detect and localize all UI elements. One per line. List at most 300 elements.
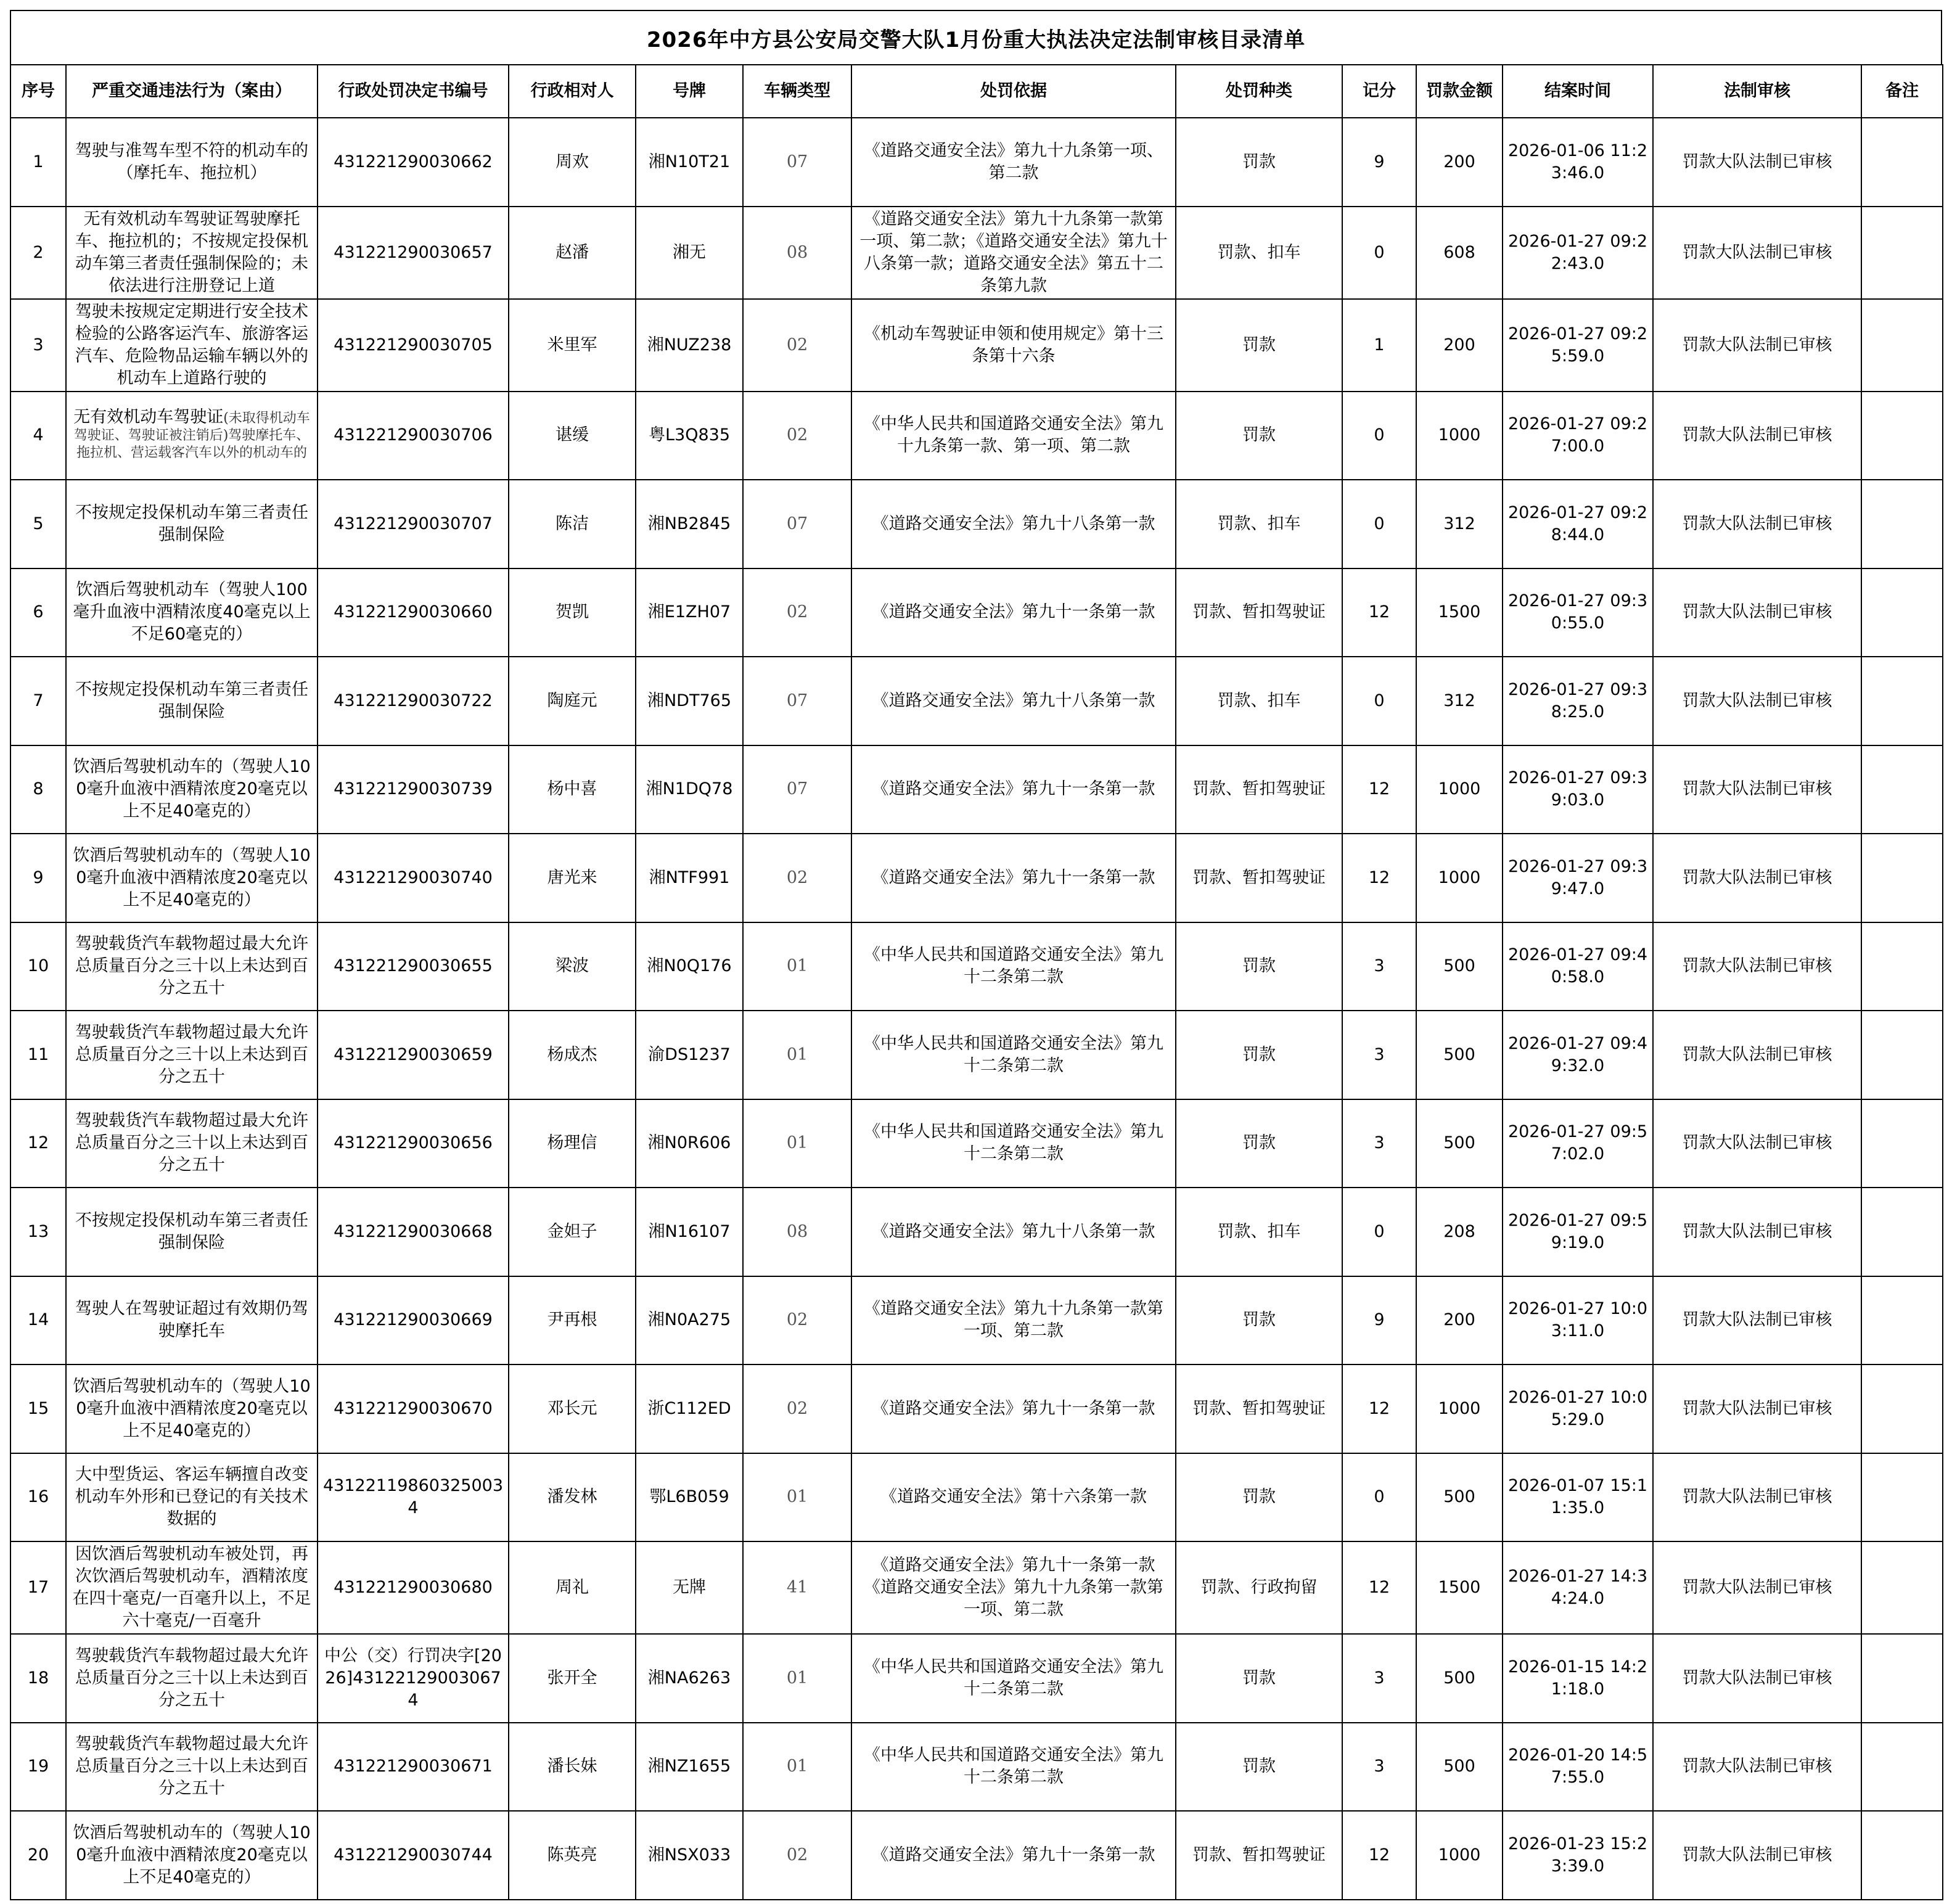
row-number: 19 xyxy=(10,1723,66,1812)
penalty-type-cell: 罚款、扣车 xyxy=(1176,207,1342,299)
party-cell: 陈英亮 xyxy=(509,1811,636,1900)
row-number: 20 xyxy=(10,1811,66,1900)
vehicle-type-cell: 02 xyxy=(743,1811,851,1900)
row-number: 5 xyxy=(10,480,66,568)
row-number: 9 xyxy=(10,834,66,922)
vehicle-type-cell: 02 xyxy=(743,834,851,922)
decision-number-cell: 中公（交）行罚决字[2026]431221290030674 xyxy=(318,1634,509,1723)
violation-cell: 不按规定投保机动车第三者责任强制保险 xyxy=(66,480,318,568)
decision-number-cell: 431221290030706 xyxy=(318,392,509,480)
row-number: 8 xyxy=(10,745,66,834)
remark-cell xyxy=(1861,922,1943,1011)
decision-number-cell: 431221290030680 xyxy=(318,1541,509,1634)
fine-amount-cell: 312 xyxy=(1416,480,1503,568)
closed-time-cell: 2026-01-27 10:03:11.0 xyxy=(1503,1276,1653,1365)
table-row xyxy=(10,118,1943,207)
plate-cell: 渝DS1237 xyxy=(636,1011,743,1099)
plate-cell: 湘N1DQ78 xyxy=(636,745,743,834)
header-cell: 严重交通违法行为（案由） xyxy=(66,65,318,118)
table-row xyxy=(10,1011,1943,1099)
violation-cell: 驾驶载货汽车载物超过最大允许总质量百分之三十以上未达到百分之五十 xyxy=(66,1011,318,1099)
plate-cell: 湘NZ1655 xyxy=(636,1723,743,1812)
points-cell: 0 xyxy=(1342,392,1416,480)
table-row xyxy=(10,1811,1943,1900)
plate-cell: 湘N0R606 xyxy=(636,1099,743,1188)
legal-basis-cell: 《道路交通安全法》第九十九条第一款第一项、第二款 xyxy=(851,1276,1176,1365)
legal-review-cell: 罚款大队法制已审核 xyxy=(1653,1011,1861,1099)
fine-amount-cell: 1000 xyxy=(1416,392,1503,480)
legal-basis-cell: 《道路交通安全法》第九十一条第一款 xyxy=(851,1364,1176,1453)
remark-cell xyxy=(1861,745,1943,834)
violation-cell: 不按规定投保机动车第三者责任强制保险 xyxy=(66,657,318,745)
table-row xyxy=(10,834,1943,922)
remark-cell xyxy=(1861,568,1943,657)
table-body xyxy=(10,118,1943,1900)
penalty-type-cell: 罚款、暂扣驾驶证 xyxy=(1176,745,1342,834)
plate-cell: 粤L3Q835 xyxy=(636,392,743,480)
remark-cell xyxy=(1861,1276,1943,1365)
closed-time-cell: 2026-01-06 11:23:46.0 xyxy=(1503,118,1653,207)
violation-cell: 无有效机动车驾驶证驾驶摩托车、拖拉机的；不按规定投保机动车第三者责任强制保险的；未依法进行注册登记上道 xyxy=(66,207,318,299)
remark-cell xyxy=(1861,1541,1943,1634)
remark-cell xyxy=(1861,480,1943,568)
legal-review-cell: 罚款大队法制已审核 xyxy=(1653,299,1861,392)
violation-cell: 饮酒后驾驶机动车的（驾驶人100毫升血液中酒精浓度20毫克以上不足40毫克的） xyxy=(66,834,318,922)
fine-amount-cell: 500 xyxy=(1416,1011,1503,1099)
legal-basis-cell: 《道路交通安全法》第九十一条第一款 xyxy=(851,568,1176,657)
table-row xyxy=(10,922,1943,1011)
violation-cell: 驾驶载货汽车载物超过最大允许总质量百分之三十以上未达到百分之五十 xyxy=(66,1634,318,1723)
points-cell: 0 xyxy=(1342,480,1416,568)
penalty-type-cell: 罚款 xyxy=(1176,118,1342,207)
header-cell: 备注 xyxy=(1861,65,1943,118)
row-number: 4 xyxy=(10,392,66,480)
row-number: 7 xyxy=(10,657,66,745)
plate-cell: 湘N0Q176 xyxy=(636,922,743,1011)
table-row xyxy=(10,1541,1943,1634)
legal-basis-cell: 《道路交通安全法》第九十八条第一款 xyxy=(851,1188,1176,1276)
violation-cell: 驾驶未按规定定期进行安全技术检验的公路客运汽车、旅游客运汽车、危险物品运输车辆以外的机动车上道路行驶的 xyxy=(66,299,318,392)
decision-number-cell: 431221290030655 xyxy=(318,922,509,1011)
legal-review-cell: 罚款大队法制已审核 xyxy=(1653,657,1861,745)
violation-cell: 驾驶载货汽车载物超过最大允许总质量百分之三十以上未达到百分之五十 xyxy=(66,1723,318,1812)
penalty-type-cell: 罚款、暂扣驾驶证 xyxy=(1176,1811,1342,1900)
row-number: 3 xyxy=(10,299,66,392)
row-number: 12 xyxy=(10,1099,66,1188)
closed-time-cell: 2026-01-27 09:27:00.0 xyxy=(1503,392,1653,480)
legal-basis-cell: 《中华人民共和国道路交通安全法》第九十二条第二款 xyxy=(851,1634,1176,1723)
remark-cell xyxy=(1861,1011,1943,1099)
legal-basis-cell: 《中华人民共和国道路交通安全法》第九十二条第二款 xyxy=(851,1011,1176,1099)
vehicle-type-cell: 01 xyxy=(743,1453,851,1542)
party-cell: 杨成杰 xyxy=(509,1011,636,1099)
points-cell: 12 xyxy=(1342,1541,1416,1634)
points-cell: 3 xyxy=(1342,1723,1416,1812)
page-title: 2026年中方县公安局交警大队1月份重大执法决定法制审核目录清单 xyxy=(646,27,1306,52)
remark-cell xyxy=(1861,1364,1943,1453)
decision-number-cell: 431221290030656 xyxy=(318,1099,509,1188)
points-cell: 0 xyxy=(1342,1188,1416,1276)
plate-cell: 浙C112ED xyxy=(636,1364,743,1453)
fine-amount-cell: 1000 xyxy=(1416,1364,1503,1453)
header-cell: 行政处罚决定书编号 xyxy=(318,65,509,118)
plate-cell: 湘NDT765 xyxy=(636,657,743,745)
table-row xyxy=(10,1723,1943,1812)
table-row xyxy=(10,1276,1943,1365)
header-cell: 号牌 xyxy=(636,65,743,118)
closed-time-cell: 2026-01-15 14:21:18.0 xyxy=(1503,1634,1653,1723)
vehicle-type-cell: 01 xyxy=(743,1723,851,1812)
legal-basis-cell: 《道路交通安全法》第九十八条第一款 xyxy=(851,657,1176,745)
row-number: 18 xyxy=(10,1634,66,1723)
legal-basis-cell: 《中华人民共和国道路交通安全法》第九十二条第二款 xyxy=(851,1099,1176,1188)
violation-detail-text: (未取得机动车驾驶证、驾驶证被注销后)驾驶摩托车、拖拉机、营运载客汽车以外的机动车的 xyxy=(73,411,310,461)
legal-review-cell: 罚款大队法制已审核 xyxy=(1653,1099,1861,1188)
table-row xyxy=(10,480,1943,568)
party-cell: 陶庭元 xyxy=(509,657,636,745)
points-cell: 9 xyxy=(1342,118,1416,207)
party-cell: 梁波 xyxy=(509,922,636,1011)
plate-cell: 湘E1ZH07 xyxy=(636,568,743,657)
violation-cell: 因饮酒后驾驶机动车被处罚，再次饮酒后驾驶机动车，酒精浓度在四十毫克/一百毫升以上，不足六十毫克/一百毫升 xyxy=(66,1541,318,1634)
violation-cell: 饮酒后驾驶机动车的（驾驶人100毫升血液中酒精浓度20毫克以上不足40毫克的） xyxy=(66,1364,318,1453)
legal-basis-cell: 《机动车驾驶证申领和使用规定》第十三条第十六条 xyxy=(851,299,1176,392)
points-cell: 3 xyxy=(1342,922,1416,1011)
party-cell: 尹再根 xyxy=(509,1276,636,1365)
penalty-type-cell: 罚款、暂扣驾驶证 xyxy=(1176,834,1342,922)
legal-basis-cell: 《道路交通安全法》第九十一条第一款 xyxy=(851,834,1176,922)
legal-basis-cell: 《中华人民共和国道路交通安全法》第九十九条第一款、第一项、第二款 xyxy=(851,392,1176,480)
fine-amount-cell: 1000 xyxy=(1416,745,1503,834)
vehicle-type-cell: 01 xyxy=(743,922,851,1011)
row-number: 6 xyxy=(10,568,66,657)
points-cell: 9 xyxy=(1342,1276,1416,1365)
legal-review-cell: 罚款大队法制已审核 xyxy=(1653,1188,1861,1276)
party-cell: 邓长元 xyxy=(509,1364,636,1453)
points-cell: 3 xyxy=(1342,1634,1416,1723)
closed-time-cell: 2026-01-07 15:11:35.0 xyxy=(1503,1453,1653,1542)
fine-amount-cell: 1000 xyxy=(1416,1811,1503,1900)
decision-number-cell: 431221290030669 xyxy=(318,1276,509,1365)
party-cell: 潘发林 xyxy=(509,1453,636,1542)
violation-cell: 饮酒后驾驶机动车的（驾驶人100毫升血液中酒精浓度20毫克以上不足40毫克的） xyxy=(66,1811,318,1900)
vehicle-type-cell: 02 xyxy=(743,1364,851,1453)
decision-number-cell: 431221290030722 xyxy=(318,657,509,745)
header-cell: 序号 xyxy=(10,65,66,118)
table-row xyxy=(10,299,1943,392)
plate-cell: 鄂L6B059 xyxy=(636,1453,743,1542)
violation-cell: 驾驶与准驾车型不符的机动车的（摩托车、拖拉机） xyxy=(66,118,318,207)
remark-cell xyxy=(1861,1811,1943,1900)
party-cell: 金妲子 xyxy=(509,1188,636,1276)
remark-cell xyxy=(1861,657,1943,745)
review-table xyxy=(10,64,1943,1900)
violation-cell: 驾驶人在驾驶证超过有效期仍驾驶摩托车 xyxy=(66,1276,318,1365)
row-number: 14 xyxy=(10,1276,66,1365)
penalty-type-cell: 罚款 xyxy=(1176,1011,1342,1099)
penalty-type-cell: 罚款 xyxy=(1176,299,1342,392)
decision-number-cell: 431221290030670 xyxy=(318,1364,509,1453)
header-cell: 记分 xyxy=(1342,65,1416,118)
legal-basis-cell: 《中华人民共和国道路交通安全法》第九十二条第二款 xyxy=(851,922,1176,1011)
legal-review-cell: 罚款大队法制已审核 xyxy=(1653,480,1861,568)
row-number: 1 xyxy=(10,118,66,207)
title-row xyxy=(10,10,1942,64)
closed-time-cell: 2026-01-27 09:22:43.0 xyxy=(1503,207,1653,299)
remark-cell xyxy=(1861,207,1943,299)
vehicle-type-cell: 07 xyxy=(743,118,851,207)
row-number: 10 xyxy=(10,922,66,1011)
points-cell: 3 xyxy=(1342,1011,1416,1099)
points-cell: 1 xyxy=(1342,299,1416,392)
plate-cell: 湘NB2845 xyxy=(636,480,743,568)
remark-cell xyxy=(1861,1188,1943,1276)
fine-amount-cell: 500 xyxy=(1416,922,1503,1011)
penalty-type-cell: 罚款 xyxy=(1176,1723,1342,1812)
party-cell: 张开全 xyxy=(509,1634,636,1723)
penalty-type-cell: 罚款、扣车 xyxy=(1176,657,1342,745)
decision-number-cell: 431221290030740 xyxy=(318,834,509,922)
penalty-type-cell: 罚款 xyxy=(1176,1634,1342,1723)
legal-review-cell: 罚款大队法制已审核 xyxy=(1653,1276,1861,1365)
closed-time-cell: 2026-01-27 09:28:44.0 xyxy=(1503,480,1653,568)
legal-review-cell: 罚款大队法制已审核 xyxy=(1653,1723,1861,1812)
vehicle-type-cell: 02 xyxy=(743,1276,851,1365)
fine-amount-cell: 608 xyxy=(1416,207,1503,299)
row-number: 13 xyxy=(10,1188,66,1276)
closed-time-cell: 2026-01-23 15:23:39.0 xyxy=(1503,1811,1653,1900)
closed-time-cell: 2026-01-27 09:38:25.0 xyxy=(1503,657,1653,745)
fine-amount-cell: 500 xyxy=(1416,1634,1503,1723)
header-cell: 法制审核 xyxy=(1653,65,1861,118)
legal-basis-cell: 《道路交通安全法》第九十一条第一款《道路交通安全法》第九十九条第一款第一项、第二款 xyxy=(851,1541,1176,1634)
closed-time-cell: 2026-01-27 09:39:03.0 xyxy=(1503,745,1653,834)
party-cell: 谌缓 xyxy=(509,392,636,480)
vehicle-type-cell: 41 xyxy=(743,1541,851,1634)
decision-number-cell: 431221290030705 xyxy=(318,299,509,392)
plate-cell: 湘无 xyxy=(636,207,743,299)
decision-number-cell: 431221290030662 xyxy=(318,118,509,207)
fine-amount-cell: 200 xyxy=(1416,299,1503,392)
points-cell: 0 xyxy=(1342,207,1416,299)
violation-cell: 驾驶载货汽车载物超过最大允许总质量百分之三十以上未达到百分之五十 xyxy=(66,922,318,1011)
closed-time-cell: 2026-01-27 09:25:59.0 xyxy=(1503,299,1653,392)
plate-cell: 湘NTF991 xyxy=(636,834,743,922)
plate-cell: 湘NSX033 xyxy=(636,1811,743,1900)
decision-number-cell: 431221290030707 xyxy=(318,480,509,568)
legal-basis-cell: 《中华人民共和国道路交通安全法》第九十二条第二款 xyxy=(851,1723,1176,1812)
remark-cell xyxy=(1861,392,1943,480)
table-row xyxy=(10,1634,1943,1723)
row-number: 2 xyxy=(10,207,66,299)
remark-cell xyxy=(1861,299,1943,392)
remark-cell xyxy=(1861,1634,1943,1723)
plate-cell: 无牌 xyxy=(636,1541,743,1634)
header-cell: 处罚种类 xyxy=(1176,65,1342,118)
plate-cell: 湘N16107 xyxy=(636,1188,743,1276)
vehicle-type-cell: 01 xyxy=(743,1634,851,1723)
decision-number-cell: 431221290030739 xyxy=(318,745,509,834)
table-row xyxy=(10,392,1943,480)
points-cell: 0 xyxy=(1342,657,1416,745)
fine-amount-cell: 500 xyxy=(1416,1723,1503,1812)
vehicle-type-cell: 02 xyxy=(743,392,851,480)
party-cell: 潘长妹 xyxy=(509,1723,636,1812)
vehicle-type-cell: 08 xyxy=(743,207,851,299)
fine-amount-cell: 1500 xyxy=(1416,1541,1503,1634)
plate-cell: 湘N10T21 xyxy=(636,118,743,207)
vehicle-type-cell: 08 xyxy=(743,1188,851,1276)
row-number: 17 xyxy=(10,1541,66,1634)
remark-cell xyxy=(1861,118,1943,207)
remark-cell xyxy=(1861,834,1943,922)
closed-time-cell: 2026-01-27 09:39:47.0 xyxy=(1503,834,1653,922)
points-cell: 3 xyxy=(1342,1099,1416,1188)
violation-cell xyxy=(66,392,318,480)
party-cell: 米里军 xyxy=(509,299,636,392)
penalty-type-cell: 罚款 xyxy=(1176,392,1342,480)
legal-review-cell: 罚款大队法制已审核 xyxy=(1653,922,1861,1011)
legal-basis-cell: 《道路交通安全法》第九十九条第一项、第二款 xyxy=(851,118,1176,207)
penalty-type-cell: 罚款 xyxy=(1176,1276,1342,1365)
closed-time-cell: 2026-01-20 14:57:55.0 xyxy=(1503,1723,1653,1812)
vehicle-type-cell: 01 xyxy=(743,1011,851,1099)
penalty-type-cell: 罚款、暂扣驾驶证 xyxy=(1176,568,1342,657)
fine-amount-cell: 312 xyxy=(1416,657,1503,745)
legal-review-cell: 罚款大队法制已审核 xyxy=(1653,1364,1861,1453)
violation-cell: 饮酒后驾驶机动车的（驾驶人100毫升血液中酒精浓度20毫克以上不足40毫克的） xyxy=(66,745,318,834)
table-row xyxy=(10,1099,1943,1188)
vehicle-type-cell: 07 xyxy=(743,657,851,745)
closed-time-cell: 2026-01-27 09:59:19.0 xyxy=(1503,1188,1653,1276)
points-cell: 12 xyxy=(1342,834,1416,922)
party-cell: 赵潘 xyxy=(509,207,636,299)
decision-number-cell: 431221290030660 xyxy=(318,568,509,657)
table-row xyxy=(10,207,1943,299)
decision-number-cell: 431221290030668 xyxy=(318,1188,509,1276)
legal-basis-cell: 《道路交通安全法》第九十一条第一款 xyxy=(851,745,1176,834)
row-number: 16 xyxy=(10,1453,66,1542)
fine-amount-cell: 1500 xyxy=(1416,568,1503,657)
decision-number-cell: 431221290030671 xyxy=(318,1723,509,1812)
legal-basis-cell: 《道路交通安全法》第九十八条第一款 xyxy=(851,480,1176,568)
legal-review-cell: 罚款大队法制已审核 xyxy=(1653,834,1861,922)
legal-review-cell: 罚款大队法制已审核 xyxy=(1653,745,1861,834)
closed-time-cell: 2026-01-27 09:30:55.0 xyxy=(1503,568,1653,657)
points-cell: 12 xyxy=(1342,1811,1416,1900)
penalty-type-cell: 罚款、扣车 xyxy=(1176,480,1342,568)
table-row xyxy=(10,745,1943,834)
violation-cell: 饮酒后驾驶机动车（驾驶人100毫升血液中酒精浓度40毫克以上不足60毫克的） xyxy=(66,568,318,657)
party-cell: 唐光来 xyxy=(509,834,636,922)
legal-review-cell: 罚款大队法制已审核 xyxy=(1653,1634,1861,1723)
penalty-type-cell: 罚款、行政拘留 xyxy=(1176,1541,1342,1634)
remark-cell xyxy=(1861,1723,1943,1812)
closed-time-cell: 2026-01-27 09:57:02.0 xyxy=(1503,1099,1653,1188)
decision-number-cell: 431221290030657 xyxy=(318,207,509,299)
points-cell: 12 xyxy=(1342,568,1416,657)
legal-basis-cell: 《道路交通安全法》第十六条第一款 xyxy=(851,1453,1176,1542)
legal-basis-cell: 《道路交通安全法》第九十九条第一款第一项、第二款；《道路交通安全法》第九十八条第一款；道路交通安全法》第五十二条第九款 xyxy=(851,207,1176,299)
table-row xyxy=(10,568,1943,657)
closed-time-cell: 2026-01-27 14:34:24.0 xyxy=(1503,1541,1653,1634)
vehicle-type-cell: 02 xyxy=(743,568,851,657)
vehicle-type-cell: 01 xyxy=(743,1099,851,1188)
violation-lead-text: 无有效机动车驾驶证 xyxy=(73,408,224,427)
party-cell: 杨中喜 xyxy=(509,745,636,834)
header-row xyxy=(10,65,1943,118)
legal-review-cell: 罚款大队法制已审核 xyxy=(1653,118,1861,207)
table-row xyxy=(10,1188,1943,1276)
document-page xyxy=(10,10,1942,1894)
decision-number-cell: 431221290030659 xyxy=(318,1011,509,1099)
penalty-type-cell: 罚款 xyxy=(1176,922,1342,1011)
fine-amount-cell: 500 xyxy=(1416,1453,1503,1542)
header-cell: 行政相对人 xyxy=(509,65,636,118)
fine-amount-cell: 500 xyxy=(1416,1099,1503,1188)
fine-amount-cell: 1000 xyxy=(1416,834,1503,922)
plate-cell: 湘NUZ238 xyxy=(636,299,743,392)
vehicle-type-cell: 02 xyxy=(743,299,851,392)
party-cell: 贺凯 xyxy=(509,568,636,657)
vehicle-type-cell: 07 xyxy=(743,745,851,834)
row-number: 15 xyxy=(10,1364,66,1453)
penalty-type-cell: 罚款、暂扣驾驶证 xyxy=(1176,1364,1342,1453)
legal-review-cell: 罚款大队法制已审核 xyxy=(1653,1453,1861,1542)
closed-time-cell: 2026-01-27 10:05:29.0 xyxy=(1503,1364,1653,1453)
remark-cell xyxy=(1861,1453,1943,1542)
legal-basis-cell: 《道路交通安全法》第九十一条第一款 xyxy=(851,1811,1176,1900)
legal-review-cell: 罚款大队法制已审核 xyxy=(1653,568,1861,657)
penalty-type-cell: 罚款 xyxy=(1176,1453,1342,1542)
closed-time-cell: 2026-01-27 09:40:58.0 xyxy=(1503,922,1653,1011)
legal-review-cell: 罚款大队法制已审核 xyxy=(1653,207,1861,299)
points-cell: 0 xyxy=(1342,1453,1416,1542)
violation-cell: 大中型货运、客运车辆擅自改变机动车外形和已登记的有关技术数据的 xyxy=(66,1453,318,1542)
decision-number-cell: 431221290030744 xyxy=(318,1811,509,1900)
points-cell: 12 xyxy=(1342,1364,1416,1453)
fine-amount-cell: 208 xyxy=(1416,1188,1503,1276)
penalty-type-cell: 罚款 xyxy=(1176,1099,1342,1188)
header-cell: 处罚依据 xyxy=(851,65,1176,118)
header-cell: 车辆类型 xyxy=(743,65,851,118)
legal-review-cell: 罚款大队法制已审核 xyxy=(1653,1541,1861,1634)
party-cell: 周礼 xyxy=(509,1541,636,1634)
table-row xyxy=(10,1453,1943,1542)
table-row xyxy=(10,1364,1943,1453)
party-cell: 周欢 xyxy=(509,118,636,207)
decision-number-cell: 431221198603250034 xyxy=(318,1453,509,1542)
row-number: 11 xyxy=(10,1011,66,1099)
header-cell: 结案时间 xyxy=(1503,65,1653,118)
party-cell: 陈洁 xyxy=(509,480,636,568)
plate-cell: 湘N0A275 xyxy=(636,1276,743,1365)
legal-review-cell: 罚款大队法制已审核 xyxy=(1653,392,1861,480)
fine-amount-cell: 200 xyxy=(1416,1276,1503,1365)
violation-cell: 驾驶载货汽车载物超过最大允许总质量百分之三十以上未达到百分之五十 xyxy=(66,1099,318,1188)
vehicle-type-cell: 07 xyxy=(743,480,851,568)
legal-review-cell: 罚款大队法制已审核 xyxy=(1653,1811,1861,1900)
closed-time-cell: 2026-01-27 09:49:32.0 xyxy=(1503,1011,1653,1099)
header-cell: 罚款金额 xyxy=(1416,65,1503,118)
violation-cell: 不按规定投保机动车第三者责任强制保险 xyxy=(66,1188,318,1276)
remark-cell xyxy=(1861,1099,1943,1188)
party-cell: 杨理信 xyxy=(509,1099,636,1188)
plate-cell: 湘NA6263 xyxy=(636,1634,743,1723)
penalty-type-cell: 罚款、扣车 xyxy=(1176,1188,1342,1276)
points-cell: 12 xyxy=(1342,745,1416,834)
fine-amount-cell: 200 xyxy=(1416,118,1503,207)
